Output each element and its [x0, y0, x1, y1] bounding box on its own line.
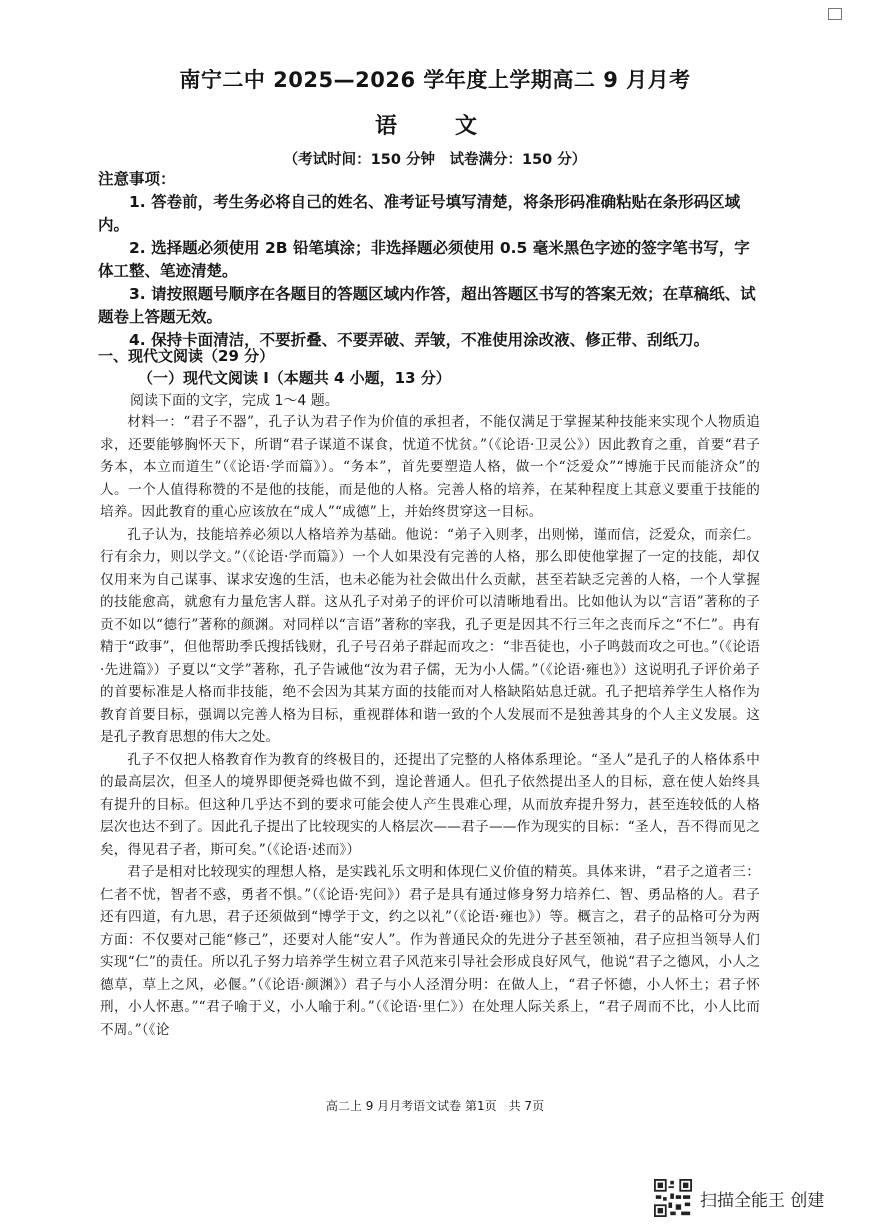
notice-item: 2. 选择题必须使用 2B 铅笔填涂；非选择题必须使用 0.5 毫米黑色字迹的签字笔书写，字体工整、笔迹清楚。 — [98, 239, 750, 280]
section-title: 一、现代文阅读（29 分） — [98, 347, 275, 365]
notice-item: 1. 答卷前，考生务必将自己的姓名、准考证号填写清楚，将条形码准确粘贴在条形码区域内。 — [98, 193, 741, 234]
scanner-badge — [654, 1178, 824, 1218]
passage — [100, 411, 760, 1041]
passage-paragraph: 孔子认为，技能培养必须以人格培养为基础。他说：“弟子入则孝，出则悌，谨而信，泛爱众，而亲仁。行有余力，则以学文。”（《论语·学而篇》）一个人如果没有完善的人格，那么即使他掌握了一定的技能，却仅仅用来为自己谋事、谋求安逸的生活，也未必能为社会做出什么贡献，甚至若缺乏完善的人格，一个人掌握的技能愈高，就愈有力量危害人群。这从孔子对弟子的评价可以清晰地看出。比如他认为以“言语”著称的子贡不如以“德行”著称的颜渊。对同样以“言语”著称的宰我，孔子更是因其不行三年之丧而斥之“不仁”。冉有精于“政事”，但他帮助季氏搜括钱财，孔子号召弟子群起而攻之：“非吾徒也，小子鸣鼓而攻之可也。”（《论语·先进篇》）子夏以“文学”著称，孔子告诫他“汝为君子儒，无为小人儒。”（《论语·雍也》）这说明孔子评价弟子的首要标准是人格而非技能，绝不会因为其某方面的技能而对人格缺陷姑息迁就。孔子把培养学生人格作为教育首要目标，强调以完善人格为目标，重视群体和谐一致的个人发展而不是独善其身的个人主义发展。这是孔子教育思想的伟大之处。 — [100, 526, 760, 745]
qr-code-icon — [654, 1179, 692, 1217]
passage-paragraph: 孔子不仅把人格教育作为教育的终极目的，还提出了完整的人格体系理论。“圣人”是孔子的人格体系中的最高层次，但圣人的境界即便尧舜也做不到，遑论普通人。但孔子依然提出圣人的目标，意在使人始终具有提升的目标。但这种几乎达不到的要求可能会使人产生畏难心理，从而放弃提升努力，甚至连较低的人格层次也达不到了。因此孔子提出了比较现实的人格层次——君子——作为现实的目标：“圣人，吾不得而见之矣，得见君子者，斯可矣。”（《论语·述而》） — [100, 751, 760, 858]
passage-paragraph: 君子是相对比较现实的理想人格，是实践礼乐文明和体现仁义价值的精英。具体来讲，“君子之道者三：仁者不忧，智者不惑，勇者不惧。”（《论语·宪问》）君子是具有通过修身努力培养仁、智、勇品格的人。君子还有四道，有九思，君子还须做到“博学于文，约之以礼”（《论语·雍也》）等。概言之，君子的品格可分为两方面：不仅要对己能“修己”，还要对人能“安人”。作为普通民众的先进分子甚至领袖，君子应担当领导人们实现“仁”的责任。所以孔子努力培养学生树立君子风范来引导社会形成良好风气，他说“君子之德风，小人之德草，草上之风，必偃。”（《论语·颜渊》）君子与小人泾渭分明：在做人上，“君子怀德，小人怀土；君子怀刑，小人怀惠。”“君子喻于义，小人喻于利。”（《论语·里仁》）在处理人际关系上，“君子周而不比，小人比而不周。”（《论 — [100, 864, 760, 1038]
notice-block — [98, 168, 758, 352]
notice-item: 4. 保持卡面清洁，不要折叠、不要弄破、弄皱，不准使用涂改液、修正带、刮纸刀。 — [129, 331, 710, 349]
scanner-label: 扫描全能王 创建 — [700, 1190, 825, 1211]
passage-paragraph: 材料一：“君子不器”，孔子认为君子作为价值的承担者，不能仅满足于掌握某种技能来实现个人物质追求，还要能够胸怀天下，所谓“君子谋道不谋食，忧道不忧贫。”（《论语·卫灵公》）因此教育之重，首要“君子务本，本立而道生”（《论语·学而篇》）。“务本”，首先要塑造人格，做一个“泛爱众”“博施于民而能济众”的人。一个人值得称赞的不是他的技能，而是他的人格。完善人格的培养，在某种程度上其意义要重于技能的培养。因此教育的重心应该放在“成人”“成德”上，并始终贯穿这一目标。 — [100, 414, 760, 520]
scan-edge-mark — [828, 8, 842, 20]
notice-item: 3. 请按照题号顺序在各题目的答题区域内作答，超出答题区书写的答案无效；在草稿纸、试题卷上答题无效。 — [98, 285, 756, 326]
exam-info: （考试时间：150 分钟 试卷满分：150 分） — [283, 152, 587, 168]
subsection-title: （一）现代文阅读 I（本题共 4 小题，13 分） — [138, 369, 451, 387]
page-footer: 高二上 9 月月考语文试卷 第1页 共 7页 — [325, 1099, 545, 1113]
reading-instruction: 阅读下面的文字，完成 1～4 题。 — [130, 393, 339, 409]
notice-title: 注意事项： — [98, 170, 176, 188]
exam-title: 南宁二中 2025—2026 学年度上学期高二 9 月月考 — [179, 68, 691, 92]
subject-title: 语 文 — [374, 114, 495, 139]
